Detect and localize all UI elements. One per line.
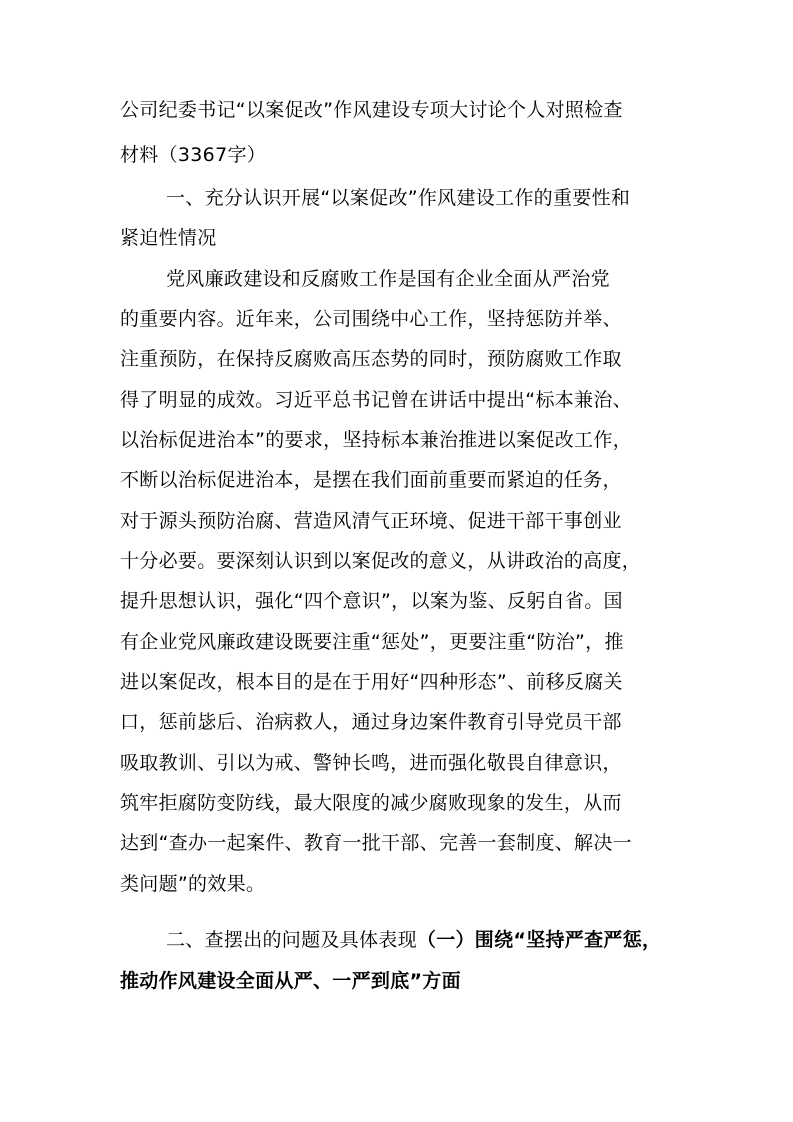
- body-line-11: 进以案促改，根本目的是在于用好“四种形态”、前移反腐关: [120, 671, 623, 693]
- section1-heading-line-2: 紧迫性情况: [120, 227, 217, 249]
- body-line-4: 得了明显的成效。习近平总书记曾在讲话中提出“标本兼治、: [120, 389, 632, 411]
- section2-heading-line-1: [166, 927, 680, 953]
- document-title-line-2: 材料（3367字）: [120, 144, 267, 166]
- body-line-6: 不断以治标促进治本，是摆在我们面前重要而紧迫的任务，: [120, 469, 622, 491]
- section2-subheading-bold: （一）围绕“坚持严查严惩，: [416, 929, 662, 951]
- body-line-2: 的重要内容。近年来，公司围绕中心工作，坚持惩防并举、: [120, 308, 622, 330]
- body-line-1: 党风廉政建设和反腐败工作是国有企业全面从严治党: [166, 268, 610, 290]
- document-title-line-1: 公司纪委书记“以案促改”作风建设专项大讨论个人对照检查: [120, 99, 623, 121]
- section2-heading-plain: 二、查摆出的问题及具体表现: [166, 929, 417, 951]
- body-line-15: 达到“查办一起案件、教育一批干部、完善一套制度、解决一: [120, 832, 632, 854]
- body-line-10: 有企业党风廉政建设既要注重“惩处”，更要注重“防治”，推: [120, 631, 624, 653]
- body-line-12: 口，惩前毖后、治病救人，通过身边案件教育引导党员干部: [120, 711, 622, 733]
- body-line-5: 以治标促进治本”的要求，坚持标本兼治推进以案促改工作，: [120, 429, 632, 451]
- body-line-9: 提升思想认识，强化“四个意识”，以案为鉴、反躬自省。国: [120, 590, 623, 612]
- section2-heading-line-2: 推动作风建设全面从严、一严到底”方面: [120, 970, 461, 992]
- body-line-14: 筑牢拒腐防变防线，最大限度的减少腐败现象的发生，从而: [120, 792, 622, 814]
- body-line-3: 注重预防，在保持反腐败高压态势的同时，预防腐败工作取: [120, 348, 622, 370]
- body-line-16: 类问题”的效果。: [120, 873, 266, 895]
- body-line-7: 对于源头预防治腐、营造风清气正环境、促进干部干事创业: [120, 510, 622, 532]
- section1-heading-line-1: 一、充分认识开展“以案促改”作风建设工作的重要性和: [166, 187, 631, 209]
- body-line-13: 吸取教训、引以为戒、警钟长鸣，进而强化敬畏自律意识，: [120, 752, 622, 774]
- body-line-8: 十分必要。要深刻认识到以案促改的意义，从讲政治的高度，: [120, 550, 642, 572]
